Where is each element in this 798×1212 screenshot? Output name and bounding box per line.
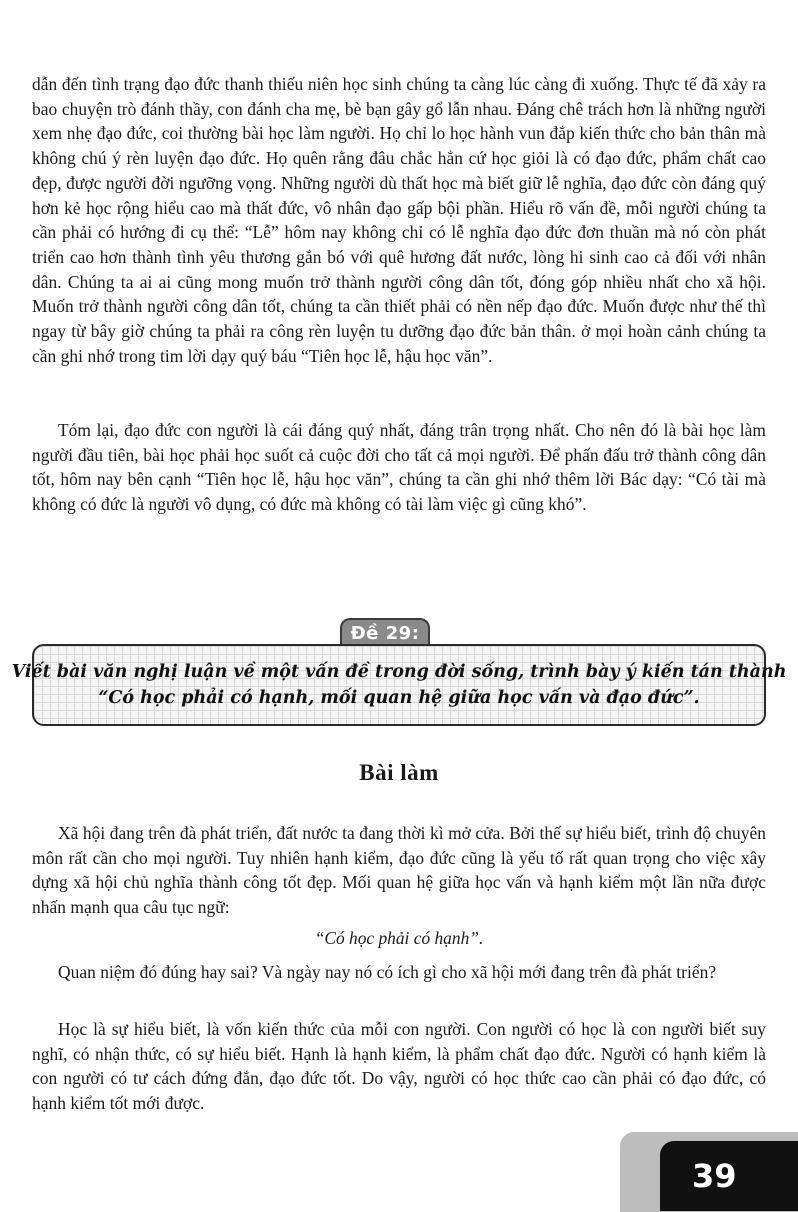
answer-intro-paragraph: Xã hội đang trên đà phát triển, đất nước ta đang thời kì mở cửa. Bởi thế sự hiểu biết, trình độ chuyên môn rất cần cho mọi người. Tuy nhiên hạnh kiểm, đạo đức cũng là yếu tố rất quan trọng cho việc xây dựng xã hội chủ nghĩa thành công tốt đẹp. Mối quan hệ giữa học vấn và hạnh kiểm một lần nữa được nhấn mạnh qua câu tục ngữ:	[32, 823, 766, 918]
answer-heading: Bài làm	[359, 760, 439, 785]
essay-conclusion-paragraph: Tóm lại, đạo đức con người là cái đáng quý nhất, đáng trân trọng nhất. Cho nên đó là bài học làm người đầu tiên, bài học phải học suốt cả cuộc đời cho tất cả mọi người. Để phấn đấu trở thành công dân tốt, hôm nay bên cạnh “Tiên học lễ, hậu học văn”, chúng ta cần ghi nhớ thêm lời Bác dạy: “Có tài mà không có đức là người vô dụng, có đức mà không có tài làm việc gì cũng khó”.	[32, 420, 766, 515]
exercise-prompt-line-2: “Có học phải có hạnh, mối quan hệ giữa học vấn và đạo đức”.	[98, 688, 700, 708]
essay-paragraph-continued: dẫn đến tình trạng đạo đức thanh thiếu niên học sinh chúng ta càng lúc càng đi xuống. Thực tế đã xảy ra bao chuyện trò đánh thầy, con đánh cha mẹ, bè bạn gây gổ lẫn nhau. Đáng chê trách hơn là những người xem nhẹ đạo đức, coi thường bài học làm người. Họ chỉ lo học hành vun đắp kiến thức cho bản thân mà không chú ý rèn luyện đạo đức. Họ quên rằng đâu chắc hẳn cứ học giỏi là có đạo đức, phẩm chất cao đẹp, được người đời ngưỡng vọng. Những người dù thất học mà biết giữ lễ nghĩa, đạo đức còn đáng quý hơn kẻ học rộng hiểu cao mà thất đức, vô nhân đạo gấp bội phần. Hiểu rõ vấn đề, mỗi người chúng ta cần phải có hướng đi cụ thể: “Lễ” hôm nay không chỉ có lễ nghĩa đạo đức đơn thuần mà nó còn phát triển cao hơn thành tình yêu thương gắn bó với quê hương đất nước, lòng hi sinh cao cả đối với nhân dân. Chúng ta ai ai cũng mong muốn trở thành người công dân tốt, đóng góp nhiều nhất cho xã hội. Muốn trở thành người công dân tốt, chúng ta cần thiết phải có nền nếp đạo đức. Muốn được như thế thì ngay từ bây giờ chúng ta phải ra công rèn luyện tu dưỡng đạo đức bản thân. ở mọi hoàn cảnh chúng ta cần ghi nhớ trong tim lời dạy quý báu “Tiên học lễ, hậu học văn”.	[32, 74, 766, 366]
page-number: 39	[660, 1141, 798, 1211]
exercise-prompt-line-1: Viết bài văn nghị luận về một vấn đề trong đời sống, trình bày ý kiến tán thành	[11, 662, 787, 682]
exercise-prompt-box	[11, 644, 787, 726]
proverb-quote: “Có học phải có hạnh”.	[314, 928, 484, 948]
answer-question-paragraph: Quan niệm đó đúng hay sai? Và ngày nay nó có ích gì cho xã hội mới đang trên đà phát triển?	[58, 962, 717, 982]
answer-body-paragraph: Học là sự hiểu biết, là vốn kiến thức của mỗi con người. Con người có học là con người biết suy nghĩ, có nhận thức, có sự hiểu biết. Hạnh là hạnh kiểm, là phẩm chất đạo đức. Người có hạnh kiểm là con người có tư cách đứng đắn, đạo đức tốt. Do vậy, người có học thức cao cần phải có đạo đức, có hạnh kiểm tốt mới được.	[32, 1019, 766, 1114]
exercise-number-label: Đề 29:	[340, 618, 430, 646]
